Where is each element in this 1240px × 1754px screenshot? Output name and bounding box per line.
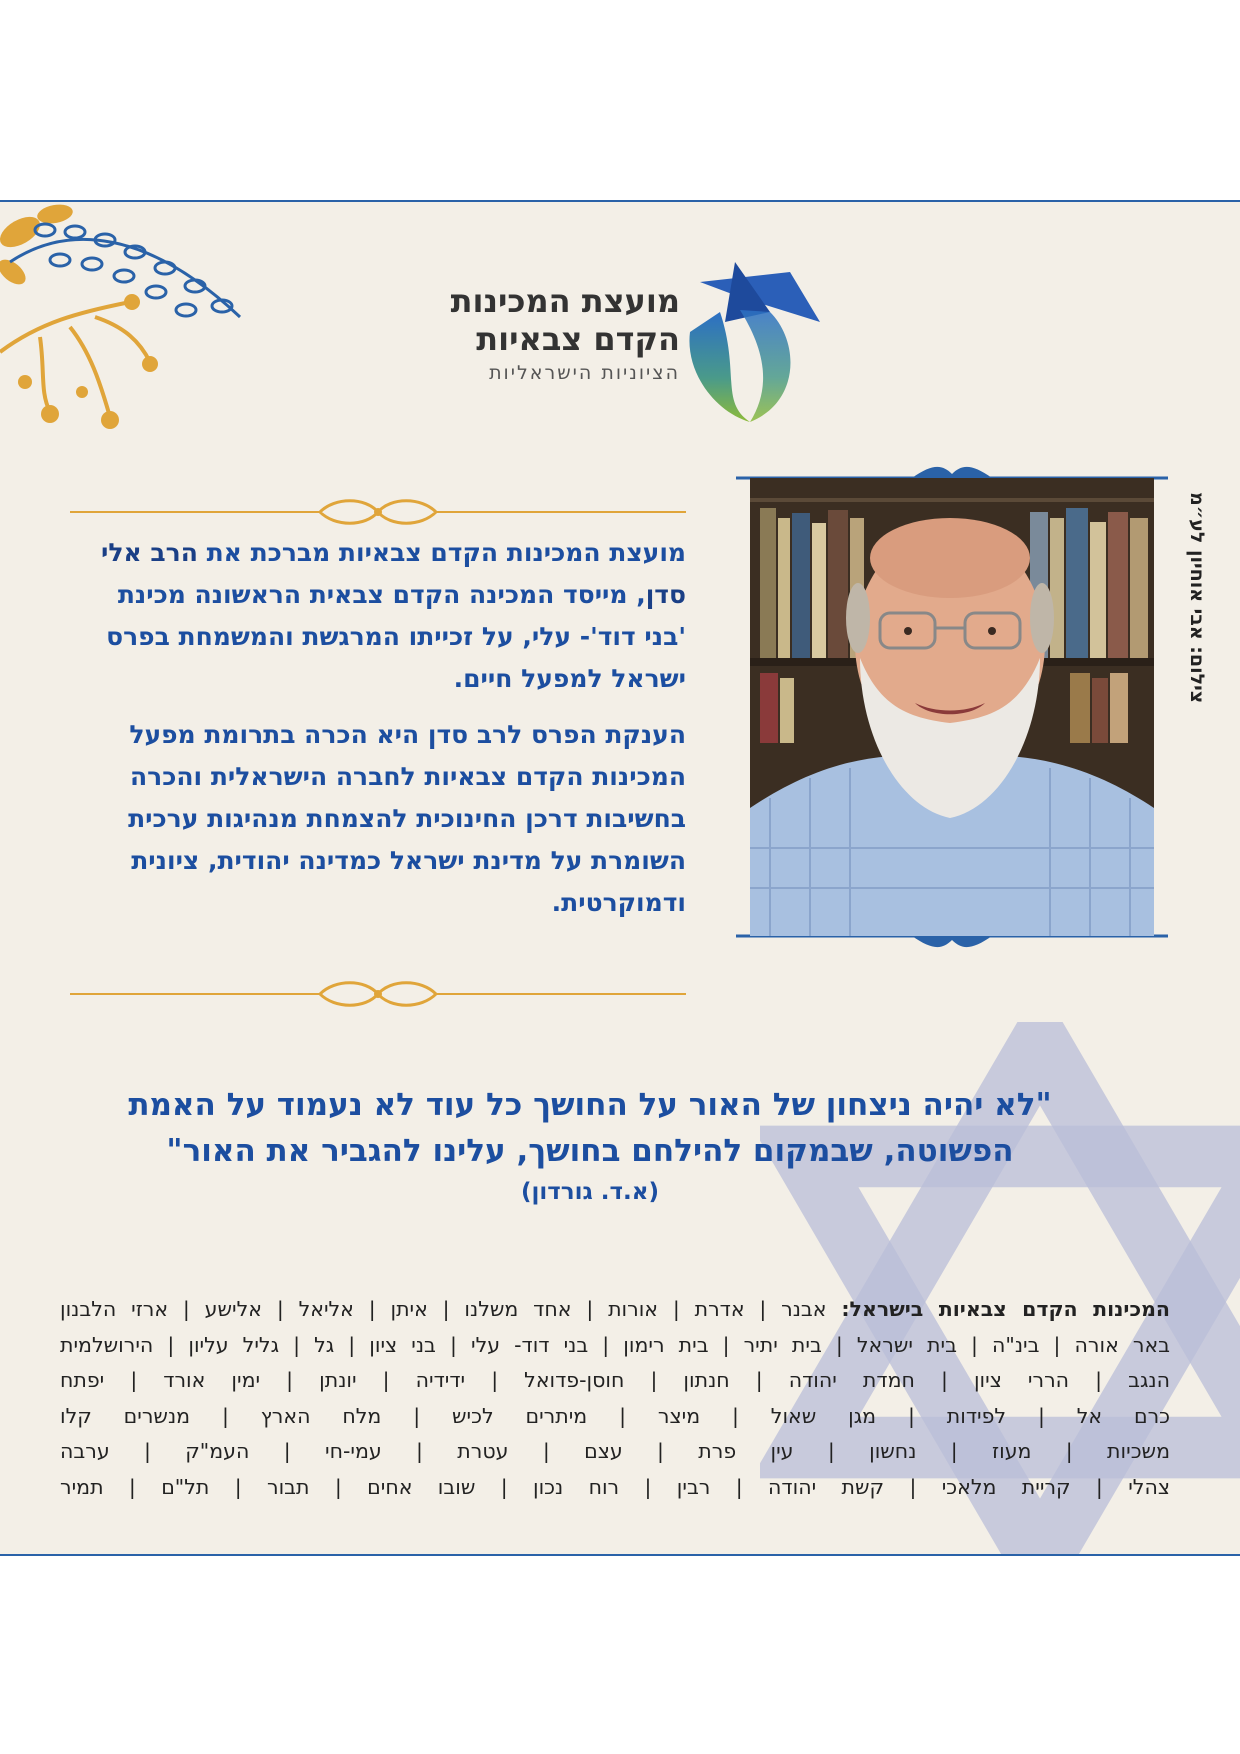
- announcement-text: [70, 532, 686, 938]
- ornament-divider-bottom: [70, 974, 686, 1014]
- photo-credit: צילום: אבי אוחיון לע״מ: [1186, 492, 1208, 704]
- list-item: הנגב | הררי ציון | חמדת יהודה | חנתון | חוסן-פדואל | ידידיה | יונתן | ימין אורד | יפתח: [60, 1368, 1170, 1392]
- floral-branch-icon: [0, 202, 280, 452]
- logo-line-3: הציוניות הישראליות: [489, 362, 680, 384]
- organization-logo-text: [380, 282, 680, 384]
- list-item: משכיות | מעוז | נחשון | עין פרת | עצם | עטרת | עמי-חי | העמ"ק | ערבה: [60, 1439, 1170, 1463]
- ornament-divider-top: [70, 492, 686, 532]
- quote-line-2: הפשוטה, שבמקום להילחם בחושך, עלינו להגביר את האור": [166, 1133, 1014, 1169]
- list-item: כרם אל | לפידות | מגן שאול | מיצר | מיתרים לכיש | מלח הארץ | מנשרים קלו: [60, 1403, 1170, 1428]
- portrait-photo: [750, 478, 1154, 936]
- list-item: באר אורה | בינ"ה | בית ישראל | בית יתיר | בית רימון | בני דוד- עלי | בני ציון | גל | גליל עליון | הירושלמית: [60, 1332, 1170, 1357]
- quote-block: [60, 1082, 1120, 1210]
- quote-author: (א.ד. גורדון): [520, 1179, 660, 1205]
- academies-list: [60, 1292, 1170, 1505]
- announcement-paragraph-1: מועצת המכינות הקדם צבאיות מברכת את הרב אלי סדן, מייסד המכינה הקדם צבאית הראשונה מכינת 'בני דוד'- עלי, על זכייתו המרגשת והמשמחת בפרס ישראל למפעל חיים.: [101, 538, 686, 693]
- logo-line-1: מועצת המכינות: [450, 282, 680, 320]
- list-item: המכינות הקדם צבאיות בישראל: אבנר | אדרת | אורות | אחד משלנו | איתן | אליאל | אלישע | ארזי הלבנון: [60, 1297, 1170, 1321]
- page-panel: [0, 200, 1240, 1556]
- organization-logo-icon: [680, 252, 820, 422]
- logo-line-2: הקדם צבאיות: [476, 320, 680, 358]
- portrait-frame: [736, 464, 1168, 950]
- honoree-name: הרב אלי סדן: [101, 538, 686, 609]
- list-item: צהלי | קריית מלאכי | קשת יהודה | רבין | רוח נכון | שובו אחים | תבור | תל"ם | תמיר: [60, 1474, 1170, 1499]
- academies-list-label: המכינות הקדם צבאיות בישראל:: [841, 1297, 1170, 1321]
- announcement-paragraph-2: הענקת הפרס לרב סדן היא הכרה בתרומת מפעל המכינות הקדם צבאיות לחברה הישראלית והכרה בחשיבות דרכן החינוכית להצמחת מנהיגות ערכית השומרת על מדינת ישראל כמדינה יהודית, ציונית ודמוקרטית.: [128, 720, 686, 917]
- quote-line-1: "לא יהיה ניצחון של האור על החושך כל עוד לא נעמוד על האמת: [128, 1087, 1052, 1123]
